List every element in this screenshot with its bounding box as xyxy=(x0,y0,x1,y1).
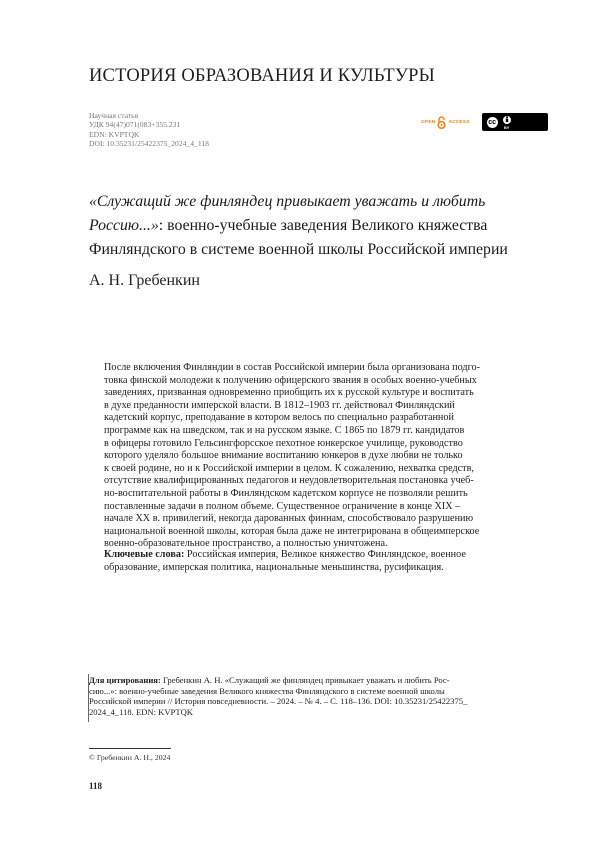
keywords xyxy=(104,549,512,574)
abstract-line: кадетский корпус, преподавание в котором велось по специально разработанной xyxy=(104,412,454,424)
license-badges xyxy=(421,113,548,131)
abstract-line: которого уделяло большое внимание воспитанию юнкеров в духе любви не только xyxy=(104,450,463,462)
edn-code: EDN: KVPTQK xyxy=(89,129,140,139)
article-type: Научная статья xyxy=(89,111,139,120)
attribution-person-icon xyxy=(502,115,512,125)
article-metadata xyxy=(89,111,209,148)
cc-by-label: BY xyxy=(503,124,510,130)
title-line-2: Россию...»: военно-учебные заведения Великого княжества xyxy=(89,217,488,234)
keywords-line-2: образование, имперская политика, национальные меньшинства, русификация. xyxy=(104,561,444,573)
title-line-3: Финляндского в системе военной школы Российской империи xyxy=(89,241,508,258)
abstract xyxy=(104,362,512,551)
keywords-line-1: Ключевые слова: Российская империя, Великое княжество Финляндское, военное xyxy=(104,549,466,560)
title-line-1: «Служащий же финляндец привыкает уважать и любить xyxy=(89,193,486,210)
citation-block xyxy=(89,675,519,717)
open-access-lock-icon xyxy=(437,116,446,129)
cc-by-block xyxy=(502,115,512,130)
abstract-line: После включения Финляндии в состав Российской империи была организована подго- xyxy=(104,362,481,373)
abstract-line: начале XX в. привилегий, некогда дарованных финнам, способствовало разрушению xyxy=(104,513,474,525)
udc-code: УДК 94(47)071(083+355.231 xyxy=(89,120,181,130)
abstract-line: в духе преданности имперской власти. В 1812–1903 гг. действовал Финляндский xyxy=(104,399,455,411)
keywords-label: Ключевые слова: xyxy=(104,549,185,560)
page-number: 118 xyxy=(89,781,103,791)
abstract-line: программе как на шведском, так и на русском языке. С 1865 по 1879 гг. кандидатов xyxy=(104,424,465,436)
citation-label: Для цитирования: xyxy=(89,675,161,685)
abstract-line: отсутствие квалифицированных педагогов и неудовлетворительная постановка учеб- xyxy=(104,475,474,487)
citation-line: Российской империи // История повседневности. – 2024. – № 4. – С. 118–136. DOI: 10.35231/25422375_ xyxy=(89,696,468,707)
copyright-notice: © Гребенкин А. Н., 2024 xyxy=(89,753,171,762)
abstract-line: но-воспитательной работы в Финляндском кадетском корпусе не позволяли решить xyxy=(104,487,468,499)
article-title xyxy=(89,190,529,262)
footnote-rule xyxy=(89,748,171,749)
abstract-line: поставленные задачи в полном объеме. Существенное ограничение в конце XIX – xyxy=(104,500,461,512)
creative-commons-badge[interactable] xyxy=(482,113,548,131)
abstract-line: национальной военной школы, которая была даже не интегрирована в общеимперское xyxy=(104,525,480,537)
abstract-line: товка финской молодежи к получению офицерского звания в особых военно-учебных xyxy=(104,374,477,386)
abstract-line: к своей родине, но и к Российской империи в целом. К сожалению, нехватка средств, xyxy=(104,462,474,474)
section-title: ИСТОРИЯ ОБРАЗОВАНИЯ И КУЛЬТУРЫ xyxy=(89,66,435,86)
citation-line-1: Для цитирования: Гребенкин А. Н. «Служащий же финляндец привыкает уважать и любить Рос- xyxy=(89,675,450,685)
doi-code: DOI: 10.35231/25422375_2024_4_118 xyxy=(89,138,209,148)
citation-line: 2024_4_118. EDN: KVPTQK xyxy=(89,706,193,717)
abstract-line: в офицеры готовило Гельсингфорсское пехотное юнкерское училище, руководство xyxy=(104,437,463,449)
cc-icon: cc xyxy=(486,116,499,129)
abstract-line: военно-образовательное пространство, а полностью уничтожена. xyxy=(104,538,388,550)
author-name: А. Н. Гребенкин xyxy=(89,272,200,289)
abstract-line: заведениях, призванная одновременно приобщить их к русской культуре и воспитать xyxy=(104,387,474,399)
open-access-badge[interactable]: OPEN ACCESS xyxy=(421,116,470,129)
citation-line: сию...»: военно-учебные заведения Великого княжества Финляндского в системе военной школы xyxy=(89,685,445,696)
